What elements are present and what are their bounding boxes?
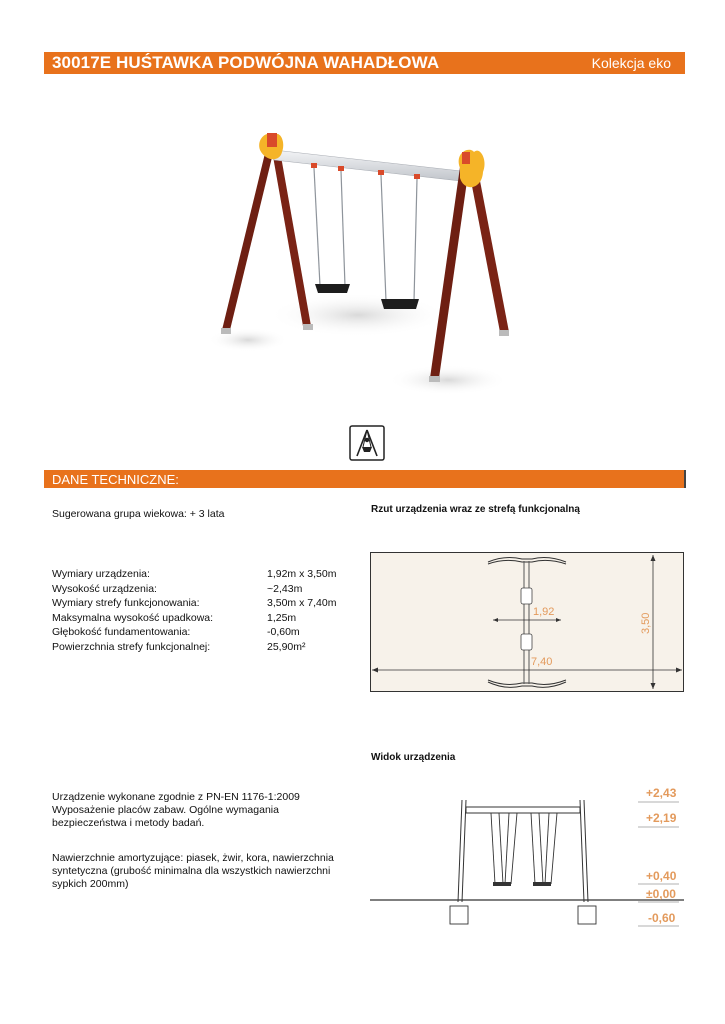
product-render	[128, 90, 604, 425]
section-title: DANE TECHNICZNE:	[52, 472, 179, 487]
plan-caption: Rzut urządzenia wraz ze strefą funkcjonalną	[371, 504, 580, 515]
elevation-caption: Widok urządzenia	[371, 752, 456, 763]
collection-label: Kolekcja eko	[591, 55, 671, 71]
age-group: Sugerowana grupa wiekowa: + 3 lata	[52, 508, 225, 520]
spec-value: -0,60m	[267, 626, 300, 639]
level-label: ±0,00	[646, 887, 676, 901]
dim-depth-label: 3,50	[640, 612, 652, 634]
level-label: +0,40	[646, 869, 677, 883]
product-title: 30017E HUŚTAWKA PODWÓJNA WAHADŁOWA	[52, 53, 440, 72]
plan-drawing	[370, 552, 684, 692]
norm-text: Urządzenie wykonane zgodnie z PN-EN 1176-1:2009 Wyposażenie placów zabaw. Ogólne wymagania bezpieczeństwa i metody badań.	[52, 791, 300, 829]
header-bar	[44, 52, 685, 74]
spec-label: Maksymalna wysokość upadkowa:	[52, 611, 214, 624]
surface-text: Nawierzchnie amortyzujące: piasek, żwir, kora, nawierzchnia syntetyczna (grubość minimalna dla wszystkich nawierzchni sypkich 200mm)	[52, 852, 334, 890]
spec-label: Wymiary urządzenia:	[52, 568, 150, 580]
level-label: +2,19	[646, 811, 677, 825]
spec-value: 3,50m x 7,40m	[267, 597, 337, 610]
spec-label: Głębokość fundamentowania:	[52, 626, 191, 639]
section-end-marker	[684, 470, 686, 488]
spec-value: 1,92m x 3,50m	[267, 568, 337, 580]
dim-width-label: 1,92	[533, 606, 555, 618]
swing-pictogram-icon	[349, 425, 385, 461]
level-label: +2,43	[646, 786, 677, 800]
spec-label: Wysokość urządzenia:	[52, 582, 157, 595]
section-header	[44, 470, 685, 488]
spec-label: Powierzchnia strefy funkcjonalnej:	[52, 640, 211, 653]
level-label: -0,60	[648, 911, 676, 925]
spec-value: 1,25m	[267, 611, 297, 624]
elevation-drawing	[370, 780, 684, 930]
spec-value: ~2,43m	[267, 582, 303, 595]
dim-length-label: 7,40	[531, 656, 553, 668]
spec-label: Wymiary strefy funkcjonowania:	[52, 597, 200, 610]
spec-value: 25,90m²	[267, 640, 306, 653]
